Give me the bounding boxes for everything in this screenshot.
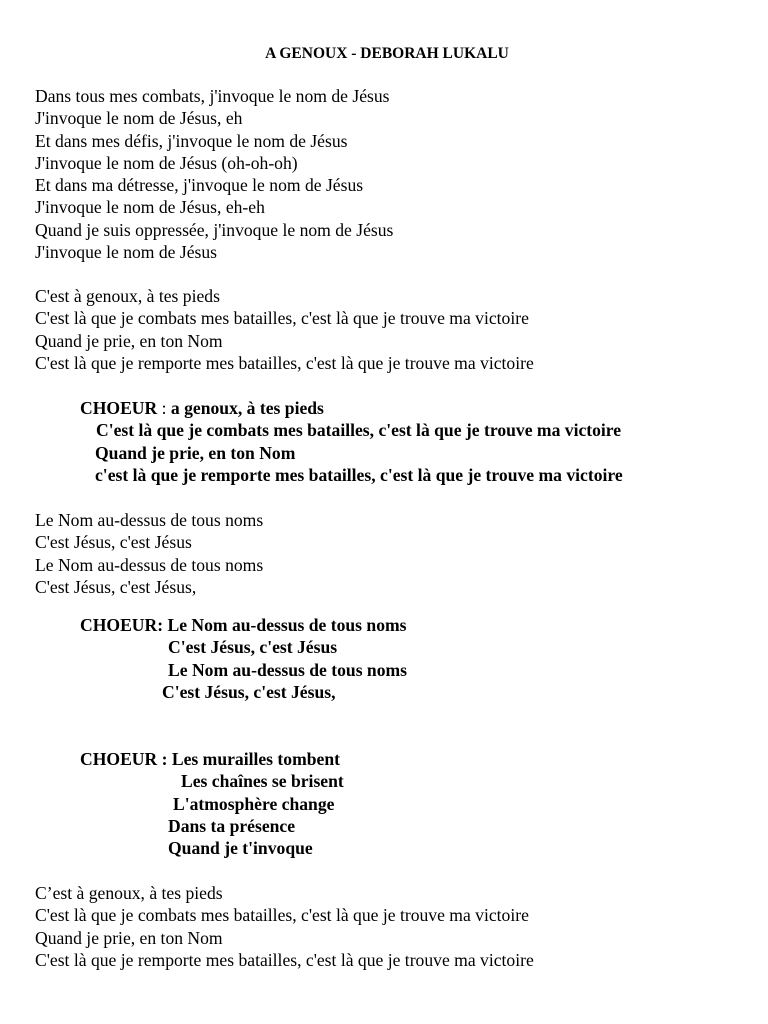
verse-line: C'est Jésus, c'est Jésus,: [35, 576, 197, 597]
verse-line: C'est là que je combats mes batailles, c'est là que je trouve ma victoire: [35, 308, 529, 329]
verse-line: C'est là que je remporte mes batailles, c'est là que je trouve ma victoire: [35, 352, 534, 373]
song-title: A GENOUX - DEBORAH LUKALU: [265, 45, 509, 62]
verse-line: Dans tous mes combats, j'invoque le nom de Jésus: [35, 86, 390, 106]
chorus-label: CHOEUR: [80, 398, 158, 418]
verse-line: Quand je prie, en ton Nom: [35, 927, 223, 948]
chorus-line: C'est Jésus, c'est Jésus,: [162, 681, 336, 702]
verse-line: J'invoque le nom de Jésus, eh-eh: [35, 197, 265, 218]
verse-line: J'invoque le nom de Jésus (oh-oh-oh): [35, 152, 298, 173]
chorus-line: Quand je t'invoque: [168, 838, 313, 859]
verse-line: Quand je suis oppressée, j'invoque le nom de Jésus: [35, 219, 394, 240]
chorus-line: Quand je prie, en ton Nom: [95, 442, 296, 463]
chorus-1: [80, 397, 623, 486]
verse-3: [35, 509, 263, 598]
verse-line: J'invoque le nom de Jésus, eh: [35, 108, 243, 129]
chorus-line: C'est là que je combats mes batailles, c'est là que je trouve ma victoire: [96, 420, 622, 441]
verse-line: C'est Jésus, c'est Jésus: [35, 532, 192, 553]
chorus-line: Dans ta présence: [168, 815, 296, 836]
verse-line: Quand je prie, en ton Nom: [35, 330, 223, 351]
verse-line: Et dans ma détresse, j'invoque le nom de Jésus: [35, 175, 364, 196]
verse-2: [35, 285, 534, 374]
chorus-3: [80, 748, 344, 859]
chorus-first-line: [80, 397, 608, 419]
verse-line: Le Nom au-dessus de tous noms: [35, 510, 264, 530]
verse-line: C'est à genoux, à tes pieds: [35, 286, 220, 306]
chorus-2: [80, 614, 407, 703]
verse-line: Le Nom au-dessus de tous noms: [35, 554, 264, 575]
chorus-line: C'est Jésus, c'est Jésus: [168, 637, 338, 658]
chorus-line: c'est là que je remporte mes batailles, c'est là que je trouve ma victoire: [95, 464, 623, 485]
verse-line: J'invoque le nom de Jésus: [35, 242, 218, 263]
verse-line: C’est à genoux, à tes pieds: [35, 883, 223, 903]
chorus-first-line: CHOEUR : Les murailles tombent: [80, 749, 340, 769]
verse-4: [35, 882, 534, 971]
chorus-first-text: a genoux, à tes pieds: [170, 398, 324, 418]
verse-1: [35, 85, 393, 263]
chorus-line: L'atmosphère change: [173, 793, 335, 814]
chorus-line: Le Nom au-dessus de tous noms: [168, 659, 408, 680]
verse-line: C'est là que je remporte mes batailles, c'est là que je trouve ma victoire: [35, 949, 534, 970]
verse-line: Et dans mes défis, j'invoque le nom de Jésus: [35, 130, 348, 151]
chorus-line: Les chaînes se brisent: [181, 771, 344, 792]
verse-line: C'est là que je combats mes batailles, c'est là que je trouve ma victoire: [35, 905, 529, 926]
chorus-first-line: CHOEUR: Le Nom au-dessus de tous noms: [80, 615, 407, 635]
chorus-separator: :: [157, 398, 171, 418]
